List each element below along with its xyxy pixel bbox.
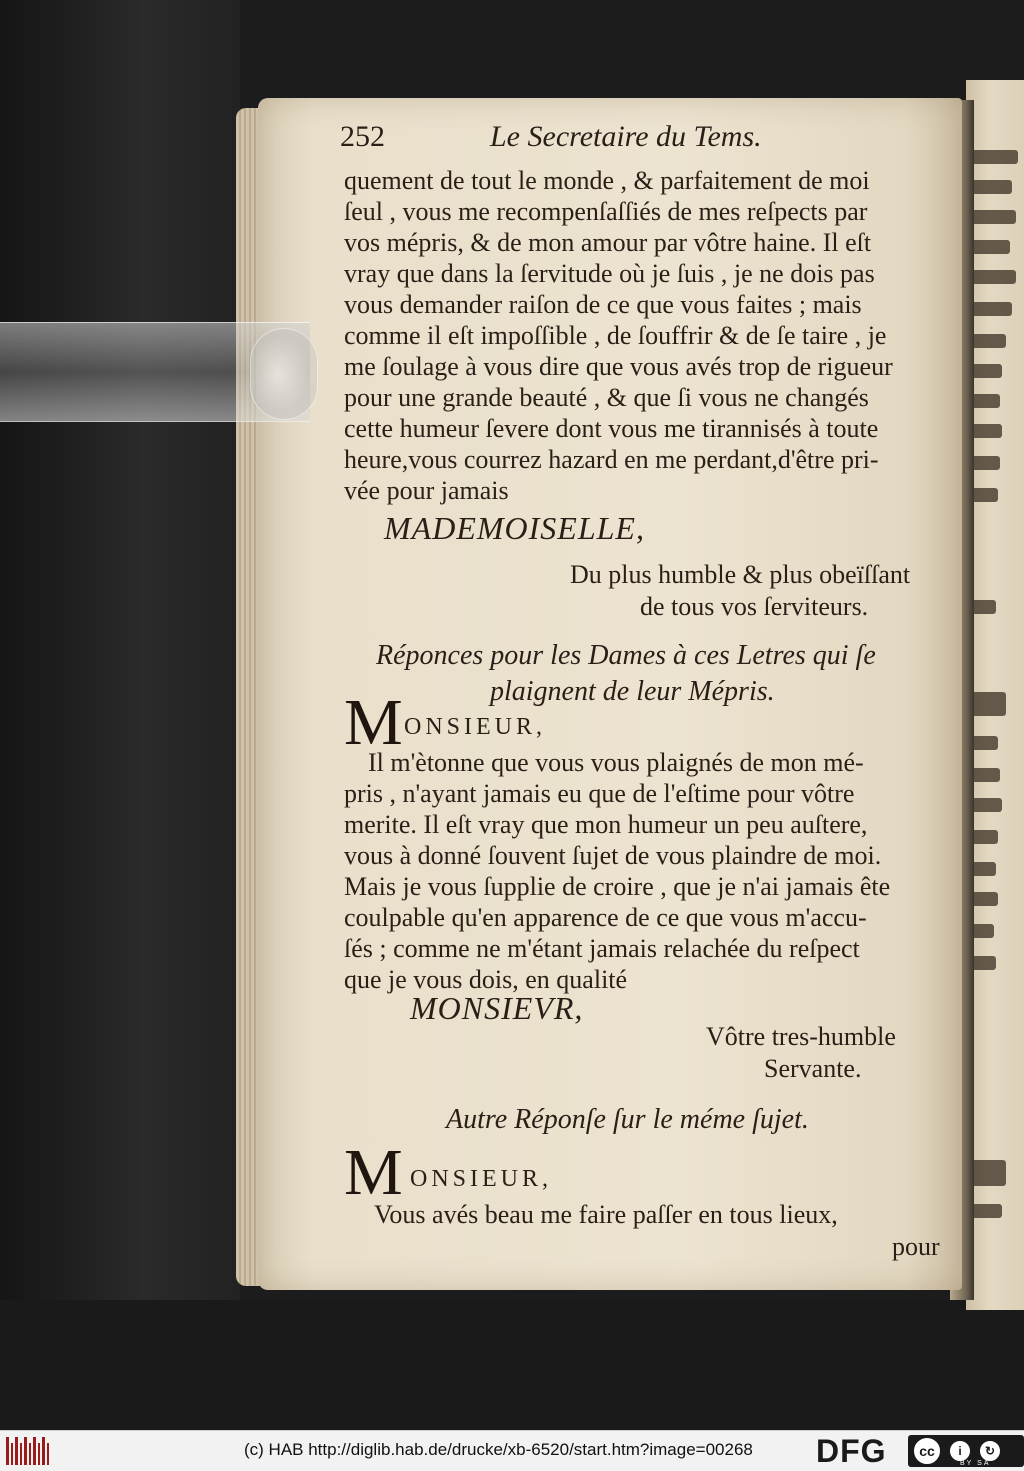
section-heading: Réponces pour les Dames à ces Letres qui ſe	[376, 640, 876, 671]
text-line: vous demander raiſon de ce que vous faites ; mais	[344, 290, 862, 319]
cc-icon: cc	[912, 1436, 942, 1466]
text-line: Vous avés beau me faire paſſer en tous lieux,	[374, 1200, 838, 1229]
by-attribution-icon: i	[948, 1439, 972, 1463]
text-line: pris , n'ayant jamais eu que de l'eſtime pour vôtre	[344, 779, 855, 808]
section-heading: plaignent de leur Mépris.	[490, 676, 775, 707]
letter-1-closing-line: Du plus humble & plus obeïſſant	[570, 560, 911, 589]
scan-background	[0, 0, 240, 1430]
scan-background-bottom	[0, 1300, 1024, 1430]
text-line: vée pour jamais	[344, 476, 509, 505]
text-line: ſés ; comme ne m'étant jamais relachée du reſpect	[344, 934, 860, 963]
share-alike-icon: ↻	[978, 1439, 1002, 1463]
running-head	[340, 120, 810, 160]
text-line: Mais je vous ſupplie de croire , que je n'ai jamais ête	[344, 872, 891, 901]
letter-3-salutation: ONSIEUR,	[410, 1166, 553, 1192]
letter-1-addressee: MADEMOISELLE,	[384, 510, 645, 546]
text-line: vous à donné ſouvent ſujet de vous plaindre de moi.	[344, 841, 882, 870]
text-line: merite. Il eſt vray que mon humeur un peu auſtere,	[344, 810, 868, 839]
running-title: Le Secretaire du Tems.	[490, 120, 762, 153]
drop-capital: M	[344, 686, 403, 759]
text-line: Il m'ètonne que vous vous plaignés de mon mé-	[368, 748, 864, 777]
cc-license-badge[interactable]	[908, 1435, 1024, 1467]
page-clamp-tip	[250, 328, 318, 420]
facing-page	[966, 80, 1024, 1310]
page-number: 252	[340, 120, 385, 153]
letter-2-salutation: ONSIEUR,	[404, 714, 547, 740]
copyright-link[interactable]: (c) HAB http://diglib.hab.de/drucke/xb-6520/start.htm?image=00268	[244, 1440, 753, 1459]
letter-2-closing-line: Servante.	[764, 1054, 862, 1083]
text-line: cette humeur ſevere dont vous me tirannisés à toute	[344, 414, 879, 443]
text-line: vray que dans la ſervitude où je ſuis , je ne dois pas	[344, 259, 875, 288]
dfg-logo: DFG	[816, 1433, 887, 1469]
drop-capital: M	[344, 1136, 403, 1209]
footer-bar	[0, 1430, 1024, 1471]
catchword: pour	[892, 1232, 940, 1261]
library-logo-icon	[6, 1437, 50, 1465]
text-line: pour une grande beauté , & que ſi vous ne changés	[344, 383, 869, 412]
text-line: vos mépris, & de mon amour par vôtre haine. Il eſt	[344, 228, 872, 257]
text-line: heure,vous courrez hazard en me perdant,d'être pri-	[344, 445, 879, 474]
section-heading: Autre Réponſe ſur le méme ſujet.	[446, 1104, 809, 1135]
letter-1-closing-line: de tous vos ſerviteurs.	[640, 592, 869, 621]
letter-2-closing-line: Vôtre tres-humble	[706, 1022, 896, 1051]
cc-tags: BY SA	[960, 1460, 991, 1467]
text-line: que je vous dois, en qualité	[344, 965, 628, 994]
text-line: comme il eſt impoſſible , de ſouffrir & de ſe taire , je	[344, 321, 887, 350]
text-line: ſeul , vous me recompenſaſſiés de mes reſpects par	[344, 197, 868, 226]
text-line: me ſoulage à vous dire que vous avés trop de rigueur	[344, 352, 893, 381]
letter-2-addressee: MONSIEVR,	[410, 990, 584, 1026]
text-line: coulpable qu'en apparence de ce que vous m'accu-	[344, 903, 867, 932]
text-line: quement de tout le monde , & parfaitement de moi	[344, 166, 870, 195]
